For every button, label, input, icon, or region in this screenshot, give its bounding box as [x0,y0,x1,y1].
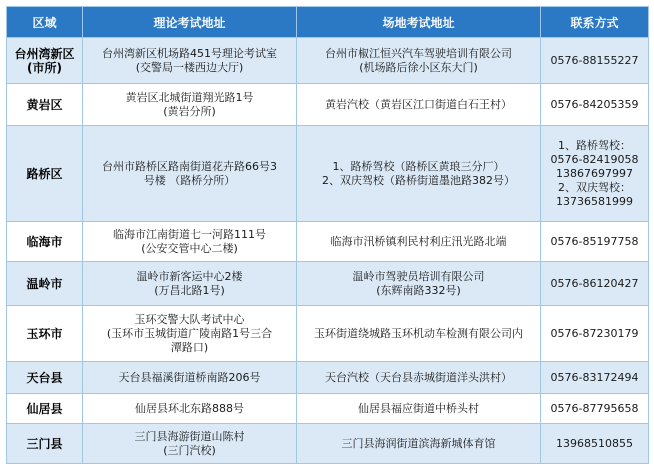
field-address-cell: 台州市椒江恒兴汽车驾驶培训有限公司 (机场路后徐小区东大门) [297,38,541,84]
table-row [7,222,649,262]
table-row [7,424,649,464]
header-row [7,7,649,38]
theory-address-cell: 仙居县环北东路888号 [83,394,297,424]
district-cell: 温岭市 [7,262,83,306]
contact-cell: 1、路桥驾校： 0576-82419058 13867697997 2、双庆驾校： 13736581999 [541,126,649,222]
field-address-cell: 玉环街道绕城路玉环机动车检测有限公司内 [297,306,541,362]
field-address-cell: 临海市汛桥镇利民村利庄汛光路北端 [297,222,541,262]
table-row [7,394,649,424]
field-address-cell: 仙居县福应街道中桥头村 [297,394,541,424]
contact-cell: 0576-87795658 [541,394,649,424]
table-row [7,362,649,394]
contact-cell: 0576-88155227 [541,38,649,84]
header-district: 区域 [7,7,83,38]
district-cell: 黄岩区 [7,84,83,126]
header-field-address: 场地考试地址 [297,7,541,38]
table-row [7,262,649,306]
theory-address-cell: 天台县福溪街道桥南路206号 [83,362,297,394]
field-address-cell: 温岭市驾驶员培训有限公司 (东辉南路332号) [297,262,541,306]
contact-cell: 0576-83172494 [541,362,649,394]
field-address-cell: 黄岩汽校（黄岩区江口街道白石王村） [297,84,541,126]
theory-address-cell: 台州市路桥区路南街道花卉路66号3 号楼 （路桥分所） [83,126,297,222]
district-cell: 三门县 [7,424,83,464]
district-cell: 仙居县 [7,394,83,424]
theory-address-cell: 台州湾新区机场路451号理论考试室 (交警局一楼西边大厅) [83,38,297,84]
theory-address-cell: 温岭市新客运中心2楼 (万昌北路1号) [83,262,297,306]
district-cell: 台州湾新区 (市所) [7,38,83,84]
contact-cell: 0576-84205359 [541,84,649,126]
table-row [7,38,649,84]
district-cell: 临海市 [7,222,83,262]
table-body [7,38,649,464]
contact-cell: 0576-86120427 [541,262,649,306]
field-address-cell: 天台汽校（天台县赤城街道洋头洪村） [297,362,541,394]
theory-address-cell: 黄岩区北城街道翔光路1号 (黄岩分所) [83,84,297,126]
exam-location-table [6,6,649,464]
theory-address-cell: 玉环交警大队考试中心 (玉环市玉城街道广陵南路1号三合 潭路口) [83,306,297,362]
theory-address-cell: 临海市江南街道七一河路111号 (公安交管中心二楼) [83,222,297,262]
header-theory-address: 理论考试地址 [83,7,297,38]
contact-cell: 0576-85197758 [541,222,649,262]
district-cell: 天台县 [7,362,83,394]
field-address-cell: 三门县海润街道滨海新城体育馆 [297,424,541,464]
field-address-cell: 1、路桥驾校（路桥区黄琅三分厂） 2、双庆驾校（路桥街道墨池路382号） [297,126,541,222]
table-row [7,84,649,126]
theory-address-cell: 三门县海游街道山陈村 (三门汽校) [83,424,297,464]
table-header [7,7,649,38]
district-cell: 路桥区 [7,126,83,222]
district-cell: 玉环市 [7,306,83,362]
table-row [7,126,649,222]
contact-cell: 13968510855 [541,424,649,464]
table-row [7,306,649,362]
contact-cell: 0576-87230179 [541,306,649,362]
header-contact: 联系方式 [541,7,649,38]
